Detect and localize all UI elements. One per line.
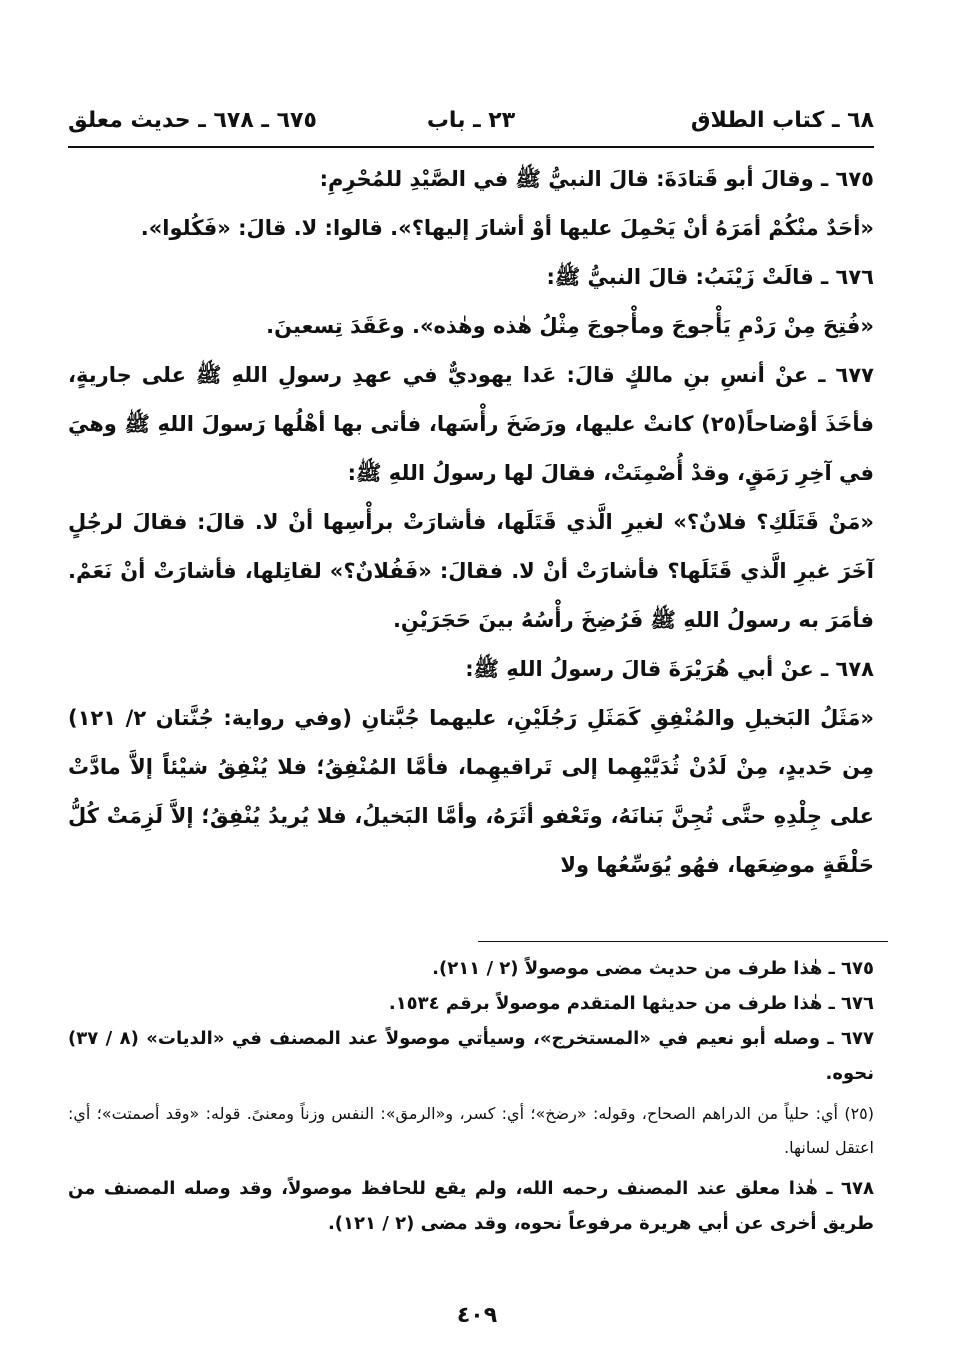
header-hadith-range: ٦٧٥ ـ ٦٧٨ ـ حديث معلق xyxy=(68,107,317,133)
main-text xyxy=(68,155,874,890)
page-number: ٤٠٩ xyxy=(456,1303,498,1328)
note-675: ٦٧٥ ـ هٰذا طرف من حديث مضى موصولاً (٢ / ٢١١). xyxy=(432,958,874,979)
footnotes xyxy=(68,951,874,1241)
hadith-676-text: «فُتِحَ مِنْ رَدْمِ يَأْجوجَ ومأْجوجَ مِثْلُ هٰذه وهٰذه». وعَقَدَ تِسعينَ. xyxy=(266,314,874,338)
running-header xyxy=(68,98,874,142)
note-676: ٦٧٦ ـ هٰذا طرف من حديثها المتقدم موصولاً برقم ١٥٣٤. xyxy=(388,993,874,1014)
header-book-title: ٦٨ ـ كتاب الطلاق xyxy=(690,107,874,133)
hadith-675-intro: ٦٧٥ ـ وقالَ أبو قَتادَةَ: قالَ النبيُّ ﷺ في الصَّيْدِ للمُحْرِمِ: xyxy=(319,167,874,191)
hadith-675-text: «أحَدٌ منْكُمْ أمَرَهُ أنْ يَحْمِلَ عليها أوْ أشارَ إليها؟». قالوا: لا. قالَ: «فَكُلوا». xyxy=(140,216,874,240)
hadith-678-text: «مَثَلُ البَخيلِ والمُنْفِقِ كَمَثَلِ رَجُلَيْنِ، عليهما جُبَّتانِ (وفي رواية: جُنَّتان ٢/ ١٢١) مِن حَديدٍ، مِنْ لَدُنْ ثُدَيَّيْهِما إلى تَراقيهِما، فأمَّا المُنْفِقُ؛ فلا يُنْفِقُ شيْئاً إلاَّ مادَّتْ على جِلْدِهِ حتَّى تُجِنَّ بَنانَهُ، وتَعْفو أثَرَهُ، وأمَّا البَخيلُ، فلا يُريدُ يُنْفِقُ؛ إلاَّ لَزِمَتْ كُلُّ حَلْقَةٍ موضِعَها، فهُو يُوَسِّعُها ولا xyxy=(68,706,874,877)
header-chapter: ٢٣ ـ باب xyxy=(426,107,516,133)
gloss-25: (٢٥) أي: حلياً من الدراهم الصحاح، وقوله: «رضخ»؛ أي: كسر، و«الرمق»: النفس وزناً ومعنىً. قوله: «وقد أصمتت»؛ أي: اعتقل لسانها. xyxy=(68,1104,874,1157)
note-677: ٦٧٧ ـ وصله أبو نعيم في «المستخرج»، وسيأتي موصولاً عند المصنف في «الديات» (٨ / ٣٧) نحوه. xyxy=(68,1028,874,1084)
footnote-divider xyxy=(478,941,888,942)
header-divider xyxy=(68,146,874,148)
hadith-678-intro: ٦٧٨ ـ عنْ أبي هُرَيْرَةَ قالَ رسولُ اللهِ ﷺ: xyxy=(465,657,874,681)
hadith-677-quote: «مَنْ قَتَلَكِ؟ فلانٌ؟» لغيرِ الَّذي قَتَلَها، فأشارَتْ برأْسِها أنْ لا. قالَ: فقالَ لرجُلٍ آخَرَ غيرِ الَّذي قَتَلَها؟ فأشارَتْ أنْ لا. فقالَ: «فَفُلانٌ؟» لقاتِلها، فأشارَتْ أنْ نَعَمْ. فأمَرَ به رسولُ اللهِ ﷺ فَرُضِخَ رأْسُهُ بينَ حَجَرَيْنِ. xyxy=(68,510,874,632)
hadith-676-intro: ٦٧٦ ـ قالَتْ زَيْنَبُ: قالَ النبيُّ ﷺ: xyxy=(546,265,874,289)
hadith-677-text: ٦٧٧ ـ عنْ أنسِ بنِ مالكٍ قالَ: عَدا يهوديٌّ في عهدِ رسولِ اللهِ ﷺ على جاريةٍ، فأخَذَ أوْضاحاً(٢٥) كانتْ عليها، ورَضَخَ رأْسَها، فأتى بها أهْلُها رَسولَ اللهِ ﷺ وهيَ في آخِرِ رَمَقٍ، وقدْ أُصْمِتَتْ، فقالَ لها رسولُ اللهِ ﷺ: xyxy=(68,363,874,485)
note-678: ٦٧٨ ـ هٰذا معلق عند المصنف رحمه الله، ولم يقع للحافظ موصولاً، وقد وصله المصنف من طريق أخرى عن أبي هريرة مرفوعاً نحوه، وقد مضى (٢ / ١٢١). xyxy=(68,1178,874,1234)
